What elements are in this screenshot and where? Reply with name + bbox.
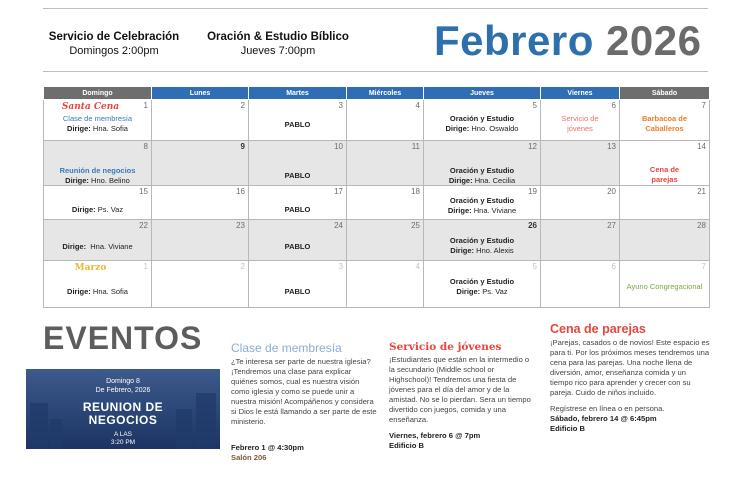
day-number: 3 <box>338 262 343 271</box>
day-cell <box>620 100 710 141</box>
day-number: 19 <box>528 187 537 196</box>
day-cell <box>347 220 424 261</box>
event-label: Servicio de jóvenes <box>561 114 599 133</box>
service-prayer-time: Jueves 7:00pm <box>240 45 316 57</box>
day-number: 9 <box>240 142 245 151</box>
day-number: 23 <box>236 221 245 230</box>
leader-name: Hno. Alexis <box>476 246 514 255</box>
event-membership <box>231 341 379 463</box>
event-label: Reunión de negocios <box>59 166 136 175</box>
service-prayer-title: Oración & Estudio Bíblico <box>207 31 349 43</box>
day-cell <box>541 141 620 186</box>
day-number: 27 <box>607 221 616 230</box>
event-couples-place: Edificio B <box>550 424 586 433</box>
day-number: 25 <box>411 221 420 230</box>
weekday-tuesday: Martes <box>249 87 347 100</box>
santa-cena-label: Santa Cena <box>61 102 120 112</box>
day-cell <box>541 186 620 220</box>
weekday-friday: Viernes <box>541 87 620 100</box>
leader-name: Ps. Vaz <box>482 287 508 296</box>
event-label: Ayuno Congregacional <box>626 282 703 291</box>
leader-label: Dirige: <box>445 124 470 133</box>
day-number: 20 <box>607 187 616 196</box>
day-cell <box>152 261 249 308</box>
weekday-wednesday: Miércoles <box>347 87 424 100</box>
leader-name: Hna. Sofia <box>92 287 128 296</box>
day-cell <box>249 261 347 308</box>
event-youth-date: Viernes, febrero 6 @ 7pm <box>389 431 481 440</box>
day-number: 5 <box>532 101 537 110</box>
day-cell <box>44 261 152 308</box>
prayer-label: Oración y Estudio <box>449 114 515 123</box>
event-membership-body: ¿Te interesa ser parte de nuestra iglesia? ¡Tendremos una clase para explicar quiénes somos, cual es nuestra visión como iglesia y como se puede unir a nuestra misión! Acompáñenos y considera si Dios le está llamando a ser parte de este ministerio. <box>231 357 377 426</box>
events-title: EVENTOS <box>43 320 203 356</box>
leader-name: Hno. Belino <box>91 176 130 185</box>
day-cell <box>44 141 152 186</box>
day-cell <box>152 220 249 261</box>
leader-label: Dirige: <box>67 287 91 296</box>
event-label: Clase de membresía <box>62 114 133 123</box>
day-cell <box>620 220 710 261</box>
week-row-2 <box>44 141 710 186</box>
leader-name: Hna. Viviane <box>473 206 517 215</box>
header-divider <box>43 71 708 72</box>
service-celebration-title: Servicio de Celebración <box>48 31 180 43</box>
leader-name: Hna. Viviane <box>90 242 133 251</box>
weekday-header-row <box>44 87 710 100</box>
event-youth-heading: Servicio de jóvenes <box>389 341 502 353</box>
day-number: 16 <box>236 187 245 196</box>
leader-name: Hna. Sofia <box>92 124 128 133</box>
event-label: Cena de parejas <box>649 165 680 184</box>
service-celebration <box>44 30 184 58</box>
event-youth-place: Edificio B <box>389 441 425 450</box>
day-cell <box>424 261 541 308</box>
day-cell <box>152 186 249 220</box>
weekday-thursday: Jueves <box>424 87 541 100</box>
prayer-label: Oración y Estudio <box>449 196 515 205</box>
leader-label: Dirige: <box>456 287 481 296</box>
banner-title-line2: NEGOCIOS <box>88 413 158 427</box>
day-number: 2 <box>240 262 245 271</box>
day-number: 10 <box>334 142 343 151</box>
banner-time-line1: A LAS <box>113 431 133 438</box>
day-cell <box>249 100 347 141</box>
day-number: 22 <box>139 221 148 230</box>
weekday-monday: Lunes <box>152 87 249 100</box>
leader-label: Dirige: <box>448 176 473 185</box>
day-number: 8 <box>143 142 148 151</box>
day-number: 21 <box>697 187 706 196</box>
banner-date-line2: De Febrero, 2026 <box>95 387 151 394</box>
day-cell <box>424 220 541 261</box>
day-cell <box>152 100 249 141</box>
event-couples-register: Regístrese en línea o en persona. <box>550 404 665 413</box>
day-number: 18 <box>411 187 420 196</box>
day-number: 4 <box>415 101 420 110</box>
banner-date-line1: Domingo 8 <box>106 378 140 385</box>
event-label: Barbacoa de Caballeros <box>641 114 688 133</box>
prayer-label: Oración y Estudio <box>449 166 515 175</box>
day-cell <box>347 141 424 186</box>
prayer-label: Oración y Estudio <box>449 277 515 286</box>
week-row-1 <box>44 100 710 141</box>
month-name: Febrero <box>434 17 594 64</box>
pablo-label: PABLO <box>284 287 311 296</box>
pablo-label: PABLO <box>284 242 311 251</box>
leader-name: Hna. Cecilia <box>474 176 516 185</box>
weekday-saturday: Sábado <box>620 87 710 100</box>
business-meeting-banner <box>26 369 220 449</box>
event-couples-heading: Cena de parejas <box>550 322 646 336</box>
day-cell <box>249 186 347 220</box>
leader-label: Dirige: <box>71 205 96 214</box>
event-couples-body: ¡Parejas, casados o de novios! Este espacio es para ti. Por los próximos meses tendremos una cena para las parejas. Una noche llena de diversión, amor, enseñanza comida y un tiempo rico para aprender y crecer con su pareja. Cuido de niños incluido. <box>550 338 710 397</box>
month-title <box>434 16 701 66</box>
day-cell <box>249 220 347 261</box>
month-year: 2026 <box>606 17 702 64</box>
day-number: 1 <box>143 262 148 271</box>
day-cell <box>424 186 541 220</box>
day-number: 13 <box>607 142 616 151</box>
event-membership-heading: Clase de membresía <box>231 341 342 355</box>
day-number: 2 <box>240 101 245 110</box>
weekday-sunday: Domingo <box>44 87 152 100</box>
day-number: 7 <box>701 101 706 110</box>
day-cell <box>424 100 541 141</box>
day-number: 15 <box>139 187 148 196</box>
day-cell <box>249 141 347 186</box>
day-cell <box>541 261 620 308</box>
day-number: 6 <box>611 101 616 110</box>
prayer-label: Oración y Estudio <box>449 236 515 245</box>
service-prayer <box>203 30 353 58</box>
day-number: 6 <box>611 262 616 271</box>
day-cell <box>44 186 152 220</box>
day-number: 12 <box>528 142 537 151</box>
day-number: 4 <box>415 262 420 271</box>
leader-label: Dirige: <box>450 246 475 255</box>
day-cell <box>347 261 424 308</box>
event-couples <box>550 322 710 434</box>
next-month-label: Marzo <box>74 263 107 273</box>
event-youth <box>389 340 537 451</box>
day-number: 26 <box>528 221 537 230</box>
event-membership-date: Febrero 1 @ 4:30pm <box>231 443 304 452</box>
day-cell <box>347 186 424 220</box>
day-number: 14 <box>697 142 706 151</box>
day-cell <box>44 100 152 141</box>
leader-label: Dirige: <box>62 242 87 251</box>
event-couples-date: Sábado, febrero 14 @ 6:45pm <box>550 414 657 423</box>
leader-name: Hno. Oswaldo <box>471 124 519 133</box>
week-row-4 <box>44 220 710 261</box>
day-number: 1 <box>143 101 148 110</box>
pablo-label: PABLO <box>284 120 311 129</box>
leader-label: Dirige: <box>447 206 472 215</box>
day-cell <box>620 186 710 220</box>
banner-time-line2: 3:20 PM <box>110 439 136 446</box>
calendar-grid <box>43 86 710 308</box>
day-number: 11 <box>411 142 420 151</box>
day-number: 17 <box>334 187 343 196</box>
pablo-label: PABLO <box>284 171 311 180</box>
service-celebration-time: Domingos 2:00pm <box>69 45 159 57</box>
day-cell <box>44 220 152 261</box>
day-number: 24 <box>334 221 343 230</box>
pablo-label: PABLO <box>284 205 311 214</box>
day-cell <box>620 141 710 186</box>
day-number: 7 <box>701 262 706 271</box>
leader-label: Dirige: <box>67 124 91 133</box>
day-number: 28 <box>697 221 706 230</box>
day-cell <box>541 220 620 261</box>
day-cell <box>347 100 424 141</box>
week-row-5 <box>44 261 710 308</box>
day-cell <box>541 100 620 141</box>
banner-title-line1: REUNION DE <box>82 400 164 414</box>
leader-name: Ps. Vaz <box>97 205 124 214</box>
week-row-3 <box>44 186 710 220</box>
top-divider <box>43 8 708 9</box>
event-youth-body: ¡Estudiantes que están en la intermedio o la secundario (Middle school or Highschool)! Tendremos una fiesta de jóvenes para el día del amor y de la amistad. No se lo pierdan. Sera un tiempo divertido con juegos, comida y una enseñanza. <box>389 355 531 424</box>
leader-label: Dirige: <box>65 176 89 185</box>
day-number: 3 <box>338 101 343 110</box>
event-membership-place: Salón 206 <box>231 453 267 462</box>
day-cell <box>424 141 541 186</box>
day-number: 5 <box>532 262 537 271</box>
day-cell <box>620 261 710 308</box>
day-cell <box>152 141 249 186</box>
